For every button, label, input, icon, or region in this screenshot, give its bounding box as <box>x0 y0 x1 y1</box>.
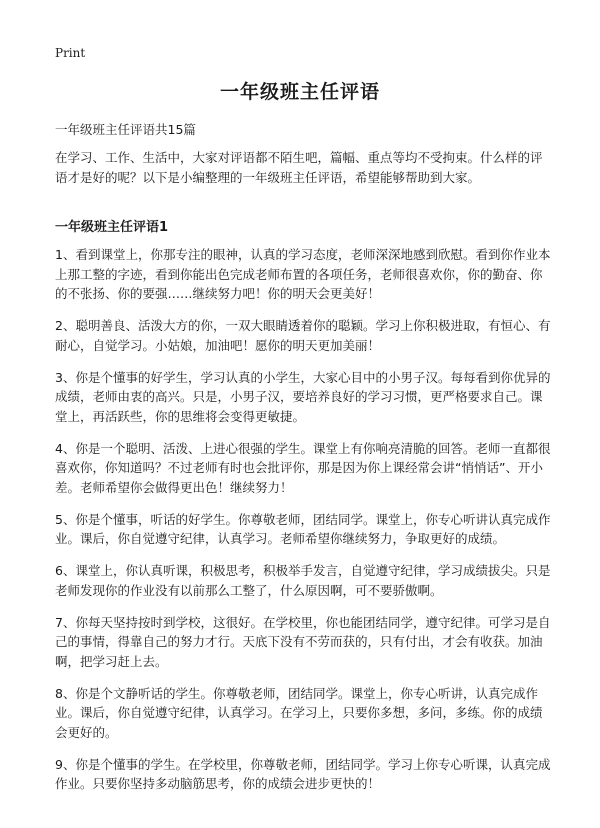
section-heading: 一年级班主任评语1 <box>55 220 169 235</box>
comment-item: 5、你是个懂事，听话的好学生。你尊敬老师，团结同学。课堂上，你专心听讲认真完成作业。课后，你自觉遵守纪律，认真学习。老师希望你继续努力，争取更好的成绩。 <box>55 511 551 546</box>
comment-item: 1、看到课堂上，你那专注的眼神，认真的学习态度，老师深深地感到欣慰。看到你作业本上那工整的字迹，看到你能出色完成老师布置的各项任务，老师很喜欢你，你的勤奋、你的不张扬、你的要强……继续努力吧！你的明天会更美好！ <box>55 247 551 301</box>
intro-paragraph: 在学习、工作、生活中，大家对评语都不陌生吧，篇幅、重点等均不受拘束。什么样的评语才是好的呢？以下是小编整理的一年级班主任评语，希望能够帮助到大家。 <box>55 150 543 185</box>
comment-item: 3、你是个懂事的好学生，学习认真的小学生，大家心目中的小男子汉。每每看到你优异的成绩，老师由衷的高兴。只是，小男子汉，要培养良好的学习习惯，更严格要求自己。课堂上，再活跃些，你的思维将会变得更敏捷。 <box>55 369 551 424</box>
comment-item: 8、你是个文静听话的学生。你尊敬老师，团结同学。课堂上，你专心听讲，认真完成作业。课后，你自觉遵守纪律，认真学习。在学习上，只要你多想，多问，多练。你的成绩会更好的。 <box>55 685 543 740</box>
document-subtitle: 一年级班主任评语共15篇 <box>55 122 196 137</box>
comment-item: 7、你每天坚持按时到学校，这很好。在学校里，你也能团结同学，遵守纪律。可学习是自己的事情，得靠自己的努力才行。天底下没有不劳而获的，只有付出，才会有收获。加油啊，把学习赶上去。 <box>55 614 551 669</box>
comment-item: 2、聪明善良、活泼大方的你，一双大眼睛透着你的聪颖。学习上你积极进取，有恒心、有耐心，自觉学习。小姑娘，加油吧！愿你的明天更加美丽！ <box>55 318 551 353</box>
comment-item: 9、你是个懂事的学生。在学校里，你尊敬老师，团结同学。学习上你专心听课，认真完成作业。只要你坚持多动脑筋思考，你的成绩会进步更快的！ <box>55 756 551 791</box>
comment-item: 6、课堂上，你认真听课，积极思考，积极举手发言，自觉遵守纪律，学习成绩拔尖。只是老师发现你的作业没有以前那么工整了，什么原因啊，可不要骄傲啊。 <box>55 563 551 598</box>
page-title: 一年级班主任评语 <box>219 81 380 103</box>
print-link[interactable]: Print <box>55 46 86 60</box>
comment-item: 4、你是一个聪明、活泼、上进心很强的学生。课堂上有你响亮清脆的回答。老师一直都很喜欢你，你知道吗？不过老师有时也会批评你，那是因为你上课经常会讲“悄悄话”、开小差。老师希望你会做得更出色！继续努力！ <box>55 440 551 495</box>
comment-list <box>55 245 551 806</box>
